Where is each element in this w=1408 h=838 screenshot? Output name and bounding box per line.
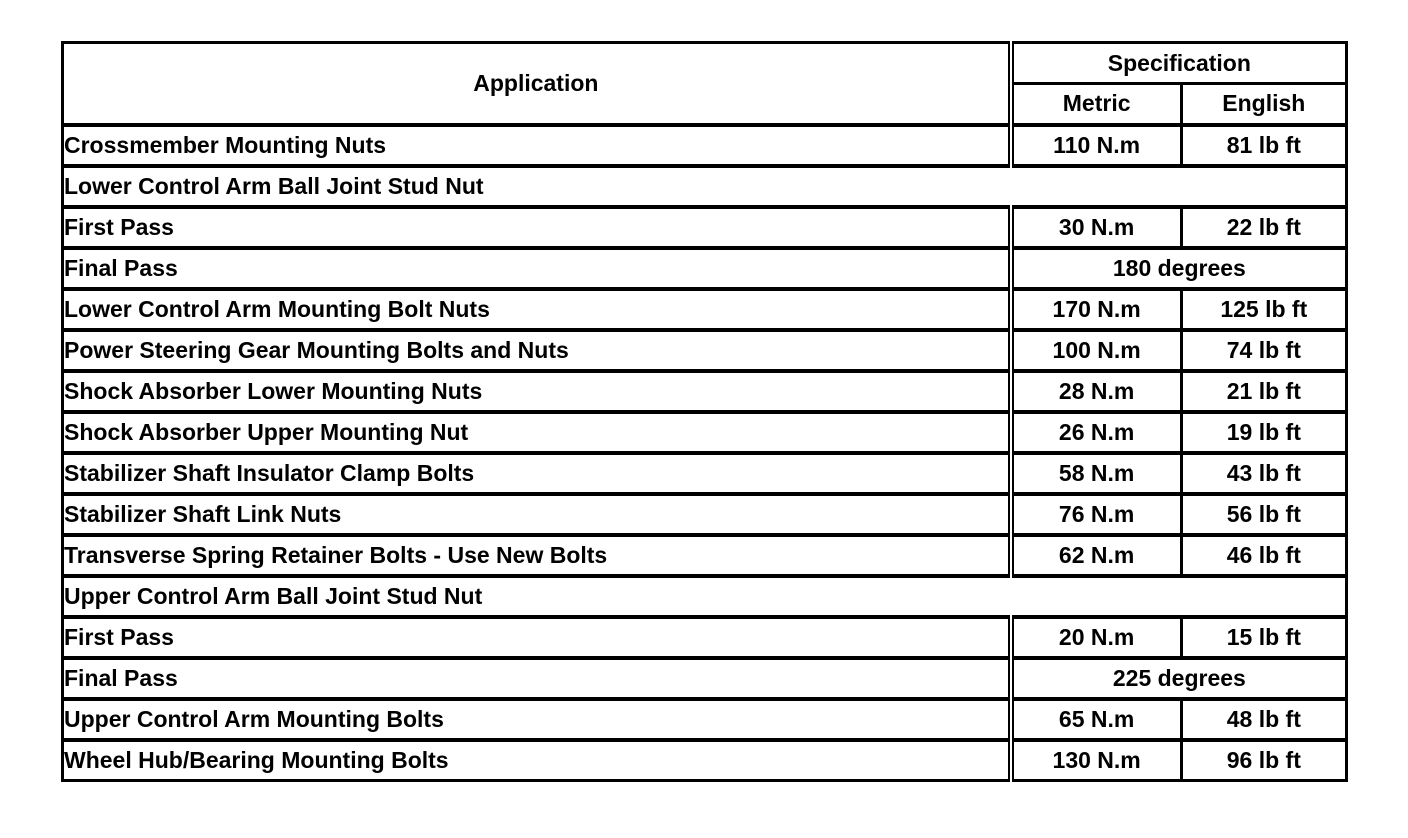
table-row [63, 658, 1347, 699]
section-heading-cell: Upper Control Arm Ball Joint Stud Nut [63, 576, 1347, 617]
metric-cell: 170 N.m [1011, 289, 1181, 330]
metric-cell: 62 N.m [1011, 535, 1181, 576]
metric-cell: 58 N.m [1011, 453, 1181, 494]
application-header: Application [63, 43, 1011, 125]
table-row [63, 248, 1347, 289]
angle-cell: 225 degrees [1011, 658, 1347, 699]
table-row [63, 699, 1347, 740]
application-cell: Wheel Hub/Bearing Mounting Bolts [63, 740, 1011, 781]
english-cell: 19 lb ft [1181, 412, 1346, 453]
table-row [63, 330, 1347, 371]
table-row [63, 371, 1347, 412]
metric-cell: 100 N.m [1011, 330, 1181, 371]
english-cell: 43 lb ft [1181, 453, 1346, 494]
application-cell: Crossmember Mounting Nuts [63, 125, 1011, 166]
table-row [63, 289, 1347, 330]
application-cell: Final Pass [63, 658, 1011, 699]
application-cell: Final Pass [63, 248, 1011, 289]
english-cell: 15 lb ft [1181, 617, 1346, 658]
english-cell: 81 lb ft [1181, 125, 1346, 166]
table-row [63, 453, 1347, 494]
table-row [63, 207, 1347, 248]
application-cell: Stabilizer Shaft Link Nuts [63, 494, 1011, 535]
torque-specification-table [61, 41, 1348, 782]
table-row [63, 535, 1347, 576]
english-cell: 74 lb ft [1181, 330, 1346, 371]
english-cell: 21 lb ft [1181, 371, 1346, 412]
metric-cell: 130 N.m [1011, 740, 1181, 781]
table-row [63, 494, 1347, 535]
english-cell: 56 lb ft [1181, 494, 1346, 535]
metric-header: Metric [1011, 84, 1181, 125]
application-cell: Shock Absorber Upper Mounting Nut [63, 412, 1011, 453]
section-row [63, 576, 1347, 617]
header-row-top [63, 43, 1347, 84]
english-cell: 96 lb ft [1181, 740, 1346, 781]
application-cell: First Pass [63, 617, 1011, 658]
table-row [63, 617, 1347, 658]
metric-cell: 110 N.m [1011, 125, 1181, 166]
application-cell: Shock Absorber Lower Mounting Nuts [63, 371, 1011, 412]
specification-header: Specification [1011, 43, 1347, 84]
angle-cell: 180 degrees [1011, 248, 1347, 289]
table-row [63, 412, 1347, 453]
metric-cell: 30 N.m [1011, 207, 1181, 248]
section-row [63, 166, 1347, 207]
application-cell: Lower Control Arm Mounting Bolt Nuts [63, 289, 1011, 330]
table-row [63, 125, 1347, 166]
application-cell: Power Steering Gear Mounting Bolts and Nuts [63, 330, 1011, 371]
section-heading-cell: Lower Control Arm Ball Joint Stud Nut [63, 166, 1347, 207]
english-cell: 46 lb ft [1181, 535, 1346, 576]
english-cell: 125 lb ft [1181, 289, 1346, 330]
metric-cell: 26 N.m [1011, 412, 1181, 453]
application-cell: Upper Control Arm Mounting Bolts [63, 699, 1011, 740]
application-cell: Transverse Spring Retainer Bolts - Use New Bolts [63, 535, 1011, 576]
metric-cell: 20 N.m [1011, 617, 1181, 658]
metric-cell: 65 N.m [1011, 699, 1181, 740]
application-cell: First Pass [63, 207, 1011, 248]
english-cell: 48 lb ft [1181, 699, 1346, 740]
table-row [63, 740, 1347, 781]
application-cell: Stabilizer Shaft Insulator Clamp Bolts [63, 453, 1011, 494]
english-cell: 22 lb ft [1181, 207, 1346, 248]
english-header: English [1181, 84, 1346, 125]
metric-cell: 28 N.m [1011, 371, 1181, 412]
metric-cell: 76 N.m [1011, 494, 1181, 535]
